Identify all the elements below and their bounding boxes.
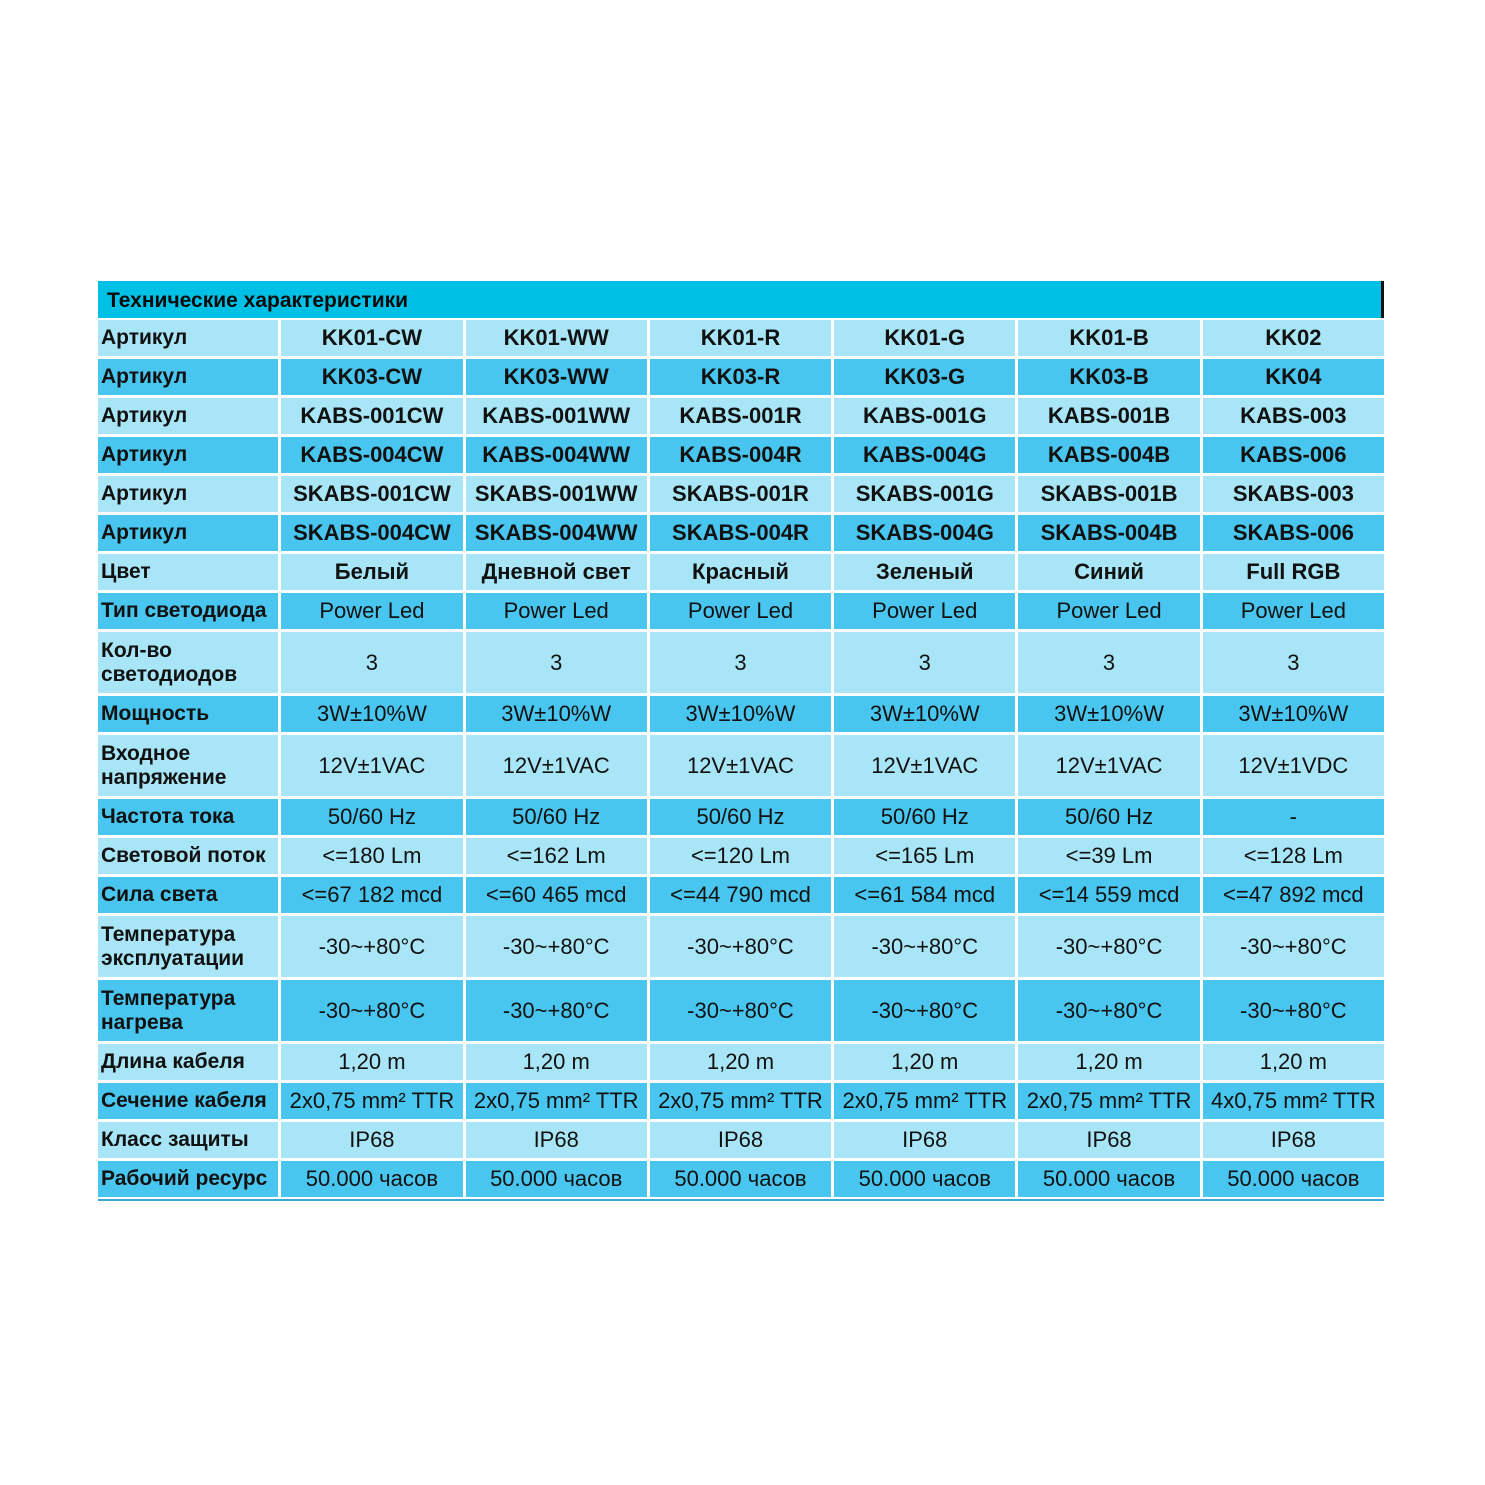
row-label: Температура нагрева	[98, 980, 278, 1041]
table-cell: -30~+80°C	[834, 916, 1015, 977]
table-cell: SKABS-004WW	[466, 515, 647, 551]
table-cell: -30~+80°C	[1203, 916, 1384, 977]
table-cell: KK03-G	[834, 359, 1015, 395]
table-cell: -30~+80°C	[1018, 980, 1199, 1041]
table-cell: 50/60 Hz	[466, 799, 647, 835]
table-cell: KK03-CW	[281, 359, 462, 395]
table-cell: KK02	[1203, 320, 1384, 356]
row-label: Сила света	[98, 877, 278, 913]
table-cell: 12V±1VDC	[1203, 735, 1384, 796]
table-cell: 50.000 часов	[650, 1161, 831, 1197]
table-cell: 12V±1VAC	[466, 735, 647, 796]
table-cell: 3W±10%W	[650, 696, 831, 732]
table-cell: -30~+80°C	[466, 980, 647, 1041]
table-cell: <=44 790 mcd	[650, 877, 831, 913]
table-cell: 50.000 часов	[834, 1161, 1015, 1197]
table-cell: -30~+80°C	[466, 916, 647, 977]
table-row	[98, 320, 1384, 356]
row-label: Кол-во светодиодов	[98, 632, 278, 693]
table-cell: <=61 584 mcd	[834, 877, 1015, 913]
row-label: Артикул	[98, 476, 278, 512]
table-cell: KABS-001B	[1018, 398, 1199, 434]
table-cell: Power Led	[834, 593, 1015, 629]
table-cell: 1,20 m	[1203, 1044, 1384, 1080]
table-cell: Зеленый	[834, 554, 1015, 590]
table-cell: SKABS-001G	[834, 476, 1015, 512]
table-cell: 3	[281, 632, 462, 693]
table-cell: KK01-R	[650, 320, 831, 356]
table-cell: -30~+80°C	[650, 916, 831, 977]
table-cell: 1,20 m	[1018, 1044, 1199, 1080]
table-cell: 3	[1018, 632, 1199, 693]
table-cell: KK03-R	[650, 359, 831, 395]
table-cell: KABS-001CW	[281, 398, 462, 434]
table-cell: 12V±1VAC	[834, 735, 1015, 796]
row-label: Артикул	[98, 437, 278, 473]
table-row	[98, 1083, 1384, 1119]
table-cell: KABS-004B	[1018, 437, 1199, 473]
table-bottom-border	[98, 1199, 1384, 1201]
table-cell: SKABS-004G	[834, 515, 1015, 551]
table-cell: -30~+80°C	[650, 980, 831, 1041]
table-cell: 50/60 Hz	[834, 799, 1015, 835]
table-cell: Power Led	[281, 593, 462, 629]
table-cell: SKABS-006	[1203, 515, 1384, 551]
table-cell: IP68	[1018, 1122, 1199, 1158]
table-cell: 50/60 Hz	[281, 799, 462, 835]
table-row	[98, 799, 1384, 835]
table-cell: 3W±10%W	[466, 696, 647, 732]
table-cell: Дневной свет	[466, 554, 647, 590]
table-cell: SKABS-001B	[1018, 476, 1199, 512]
table-cell: Синий	[1018, 554, 1199, 590]
table-cell: 1,20 m	[834, 1044, 1015, 1080]
table-cell: KK01-B	[1018, 320, 1199, 356]
table-cell: -30~+80°C	[281, 980, 462, 1041]
table-cell: <=14 559 mcd	[1018, 877, 1199, 913]
table-cell: KABS-001R	[650, 398, 831, 434]
table-cell: 50/60 Hz	[1018, 799, 1199, 835]
table-cell: 3W±10%W	[1203, 696, 1384, 732]
table-cell: KK01-G	[834, 320, 1015, 356]
table-cell: 50.000 часов	[1018, 1161, 1199, 1197]
row-label: Класс защиты	[98, 1122, 278, 1158]
spec-table	[95, 317, 1387, 1200]
table-cell: Power Led	[1018, 593, 1199, 629]
table-cell: 50/60 Hz	[650, 799, 831, 835]
table-cell: <=180 Lm	[281, 838, 462, 874]
table-cell: 3	[650, 632, 831, 693]
table-cell: Full RGB	[1203, 554, 1384, 590]
table-row	[98, 593, 1384, 629]
table-cell: IP68	[650, 1122, 831, 1158]
table-cell: 4x0,75 mm² TTR	[1203, 1083, 1384, 1119]
table-cell: 12V±1VAC	[281, 735, 462, 796]
row-label: Артикул	[98, 359, 278, 395]
table-cell: KK03-B	[1018, 359, 1199, 395]
table-row	[98, 359, 1384, 395]
table-cell: <=165 Lm	[834, 838, 1015, 874]
table-cell: 1,20 m	[281, 1044, 462, 1080]
row-label: Тип светодиода	[98, 593, 278, 629]
table-cell: <=128 Lm	[1203, 838, 1384, 874]
row-label: Температура эксплуатации	[98, 916, 278, 977]
table-cell: 3	[466, 632, 647, 693]
table-row	[98, 1161, 1384, 1197]
table-cell: 1,20 m	[466, 1044, 647, 1080]
table-cell: 3W±10%W	[281, 696, 462, 732]
table-cell: 50.000 часов	[466, 1161, 647, 1197]
table-cell: 3	[1203, 632, 1384, 693]
table-cell: 2x0,75 mm² TTR	[466, 1083, 647, 1119]
table-cell: SKABS-003	[1203, 476, 1384, 512]
table-cell: <=120 Lm	[650, 838, 831, 874]
row-label: Мощность	[98, 696, 278, 732]
table-cell: SKABS-004B	[1018, 515, 1199, 551]
table-row	[98, 838, 1384, 874]
row-label: Частота тока	[98, 799, 278, 835]
table-cell: KK01-WW	[466, 320, 647, 356]
table-cell: -30~+80°C	[834, 980, 1015, 1041]
table-cell: KABS-003	[1203, 398, 1384, 434]
table-cell: <=39 Lm	[1018, 838, 1199, 874]
table-cell: 2x0,75 mm² TTR	[650, 1083, 831, 1119]
table-cell: KABS-004CW	[281, 437, 462, 473]
table-cell: Power Led	[1203, 593, 1384, 629]
table-row	[98, 1122, 1384, 1158]
table-row	[98, 437, 1384, 473]
row-label: Длина кабеля	[98, 1044, 278, 1080]
table-cell: KK03-WW	[466, 359, 647, 395]
table-row	[98, 735, 1384, 796]
table-cell: -30~+80°C	[281, 916, 462, 977]
table-row	[98, 632, 1384, 693]
table-cell: -30~+80°C	[1018, 916, 1199, 977]
row-label: Сечение кабеля	[98, 1083, 278, 1119]
table-row	[98, 398, 1384, 434]
row-label: Артикул	[98, 320, 278, 356]
table-cell: 50.000 часов	[1203, 1161, 1384, 1197]
row-label: Рабочий ресурс	[98, 1161, 278, 1197]
table-cell: Белый	[281, 554, 462, 590]
table-cell: SKABS-004R	[650, 515, 831, 551]
table-cell: KABS-006	[1203, 437, 1384, 473]
table-cell: SKABS-001R	[650, 476, 831, 512]
table-row	[98, 476, 1384, 512]
table-cell: 2x0,75 mm² TTR	[834, 1083, 1015, 1119]
table-row	[98, 877, 1384, 913]
table-cell: KK01-CW	[281, 320, 462, 356]
table-cell: IP68	[466, 1122, 647, 1158]
table-cell: IP68	[834, 1122, 1015, 1158]
spec-table-container	[98, 281, 1384, 1200]
table-row	[98, 515, 1384, 551]
row-label: Входное напряжение	[98, 735, 278, 796]
table-cell: KABS-004G	[834, 437, 1015, 473]
table-cell: IP68	[281, 1122, 462, 1158]
table-cell: KABS-004R	[650, 437, 831, 473]
table-cell: SKABS-001WW	[466, 476, 647, 512]
row-label: Световой поток	[98, 838, 278, 874]
table-cell: -	[1203, 799, 1384, 835]
table-row	[98, 916, 1384, 977]
table-cell: <=60 465 mcd	[466, 877, 647, 913]
table-cell: KK04	[1203, 359, 1384, 395]
table-cell: 3	[834, 632, 1015, 693]
table-cell: 3W±10%W	[834, 696, 1015, 732]
table-cell: SKABS-004CW	[281, 515, 462, 551]
table-cell: KABS-001WW	[466, 398, 647, 434]
table-cell: Power Led	[650, 593, 831, 629]
table-cell: IP68	[1203, 1122, 1384, 1158]
table-row	[98, 696, 1384, 732]
table-cell: <=67 182 mcd	[281, 877, 462, 913]
table-cell: 3W±10%W	[1018, 696, 1199, 732]
table-cell: KABS-004WW	[466, 437, 647, 473]
table-cell: Power Led	[466, 593, 647, 629]
table-cell: 12V±1VAC	[650, 735, 831, 796]
table-row	[98, 980, 1384, 1041]
table-cell: KABS-001G	[834, 398, 1015, 434]
row-label: Цвет	[98, 554, 278, 590]
row-label: Артикул	[98, 515, 278, 551]
table-cell: SKABS-001CW	[281, 476, 462, 512]
table-cell: 12V±1VAC	[1018, 735, 1199, 796]
table-cell: <=47 892 mcd	[1203, 877, 1384, 913]
table-cell: Красный	[650, 554, 831, 590]
row-label: Артикул	[98, 398, 278, 434]
table-title: Технические характеристики	[98, 281, 1384, 318]
table-cell: 2x0,75 mm² TTR	[281, 1083, 462, 1119]
table-row	[98, 1044, 1384, 1080]
table-row	[98, 554, 1384, 590]
table-cell: -30~+80°C	[1203, 980, 1384, 1041]
table-cell: 1,20 m	[650, 1044, 831, 1080]
table-cell: <=162 Lm	[466, 838, 647, 874]
table-cell: 2x0,75 mm² TTR	[1018, 1083, 1199, 1119]
spec-table-body	[98, 320, 1384, 1197]
table-cell: 50.000 часов	[281, 1161, 462, 1197]
